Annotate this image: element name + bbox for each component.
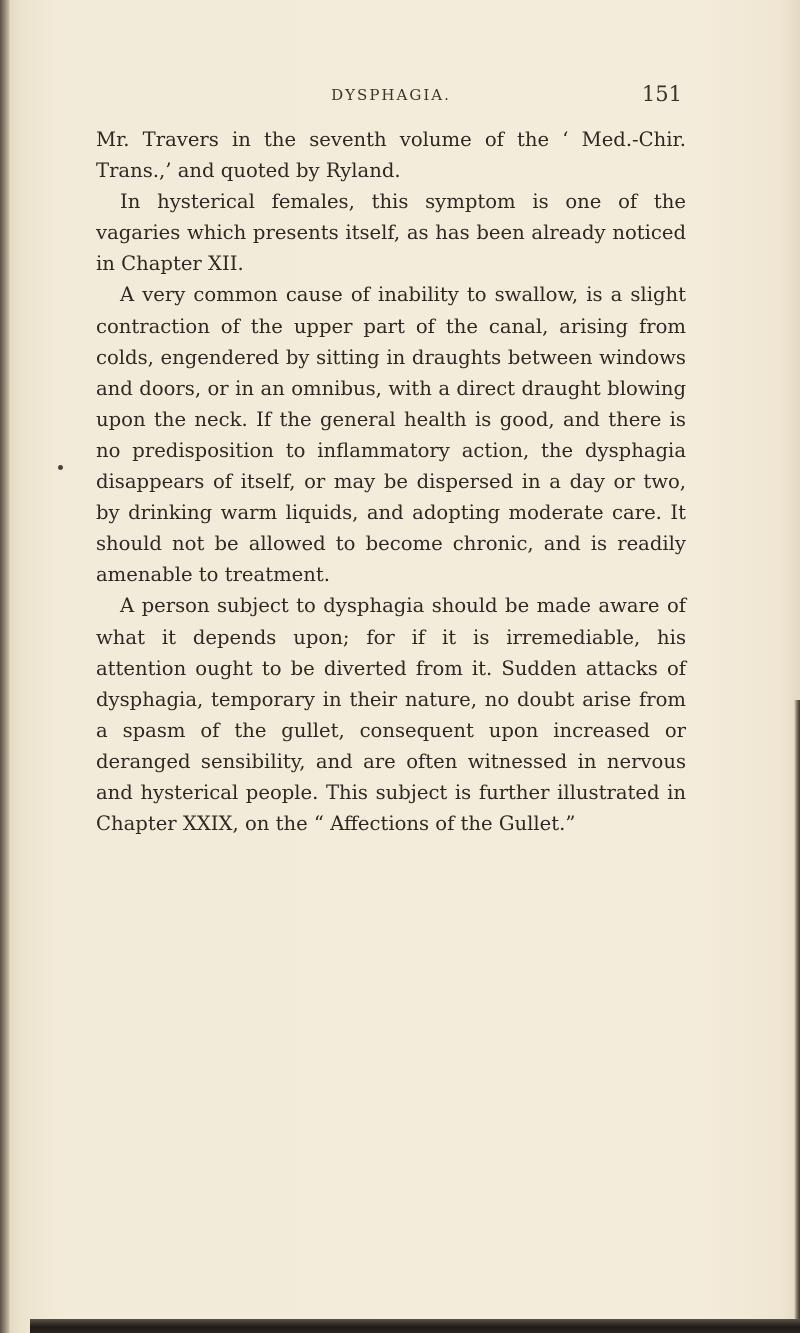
running-head: DYSPHAGIA. (331, 86, 451, 104)
body-text (96, 124, 686, 839)
paragraph-4: A person subject to dysphagia should be made aware of what it depends upon; for if it is irremediable, his attention ought to be diverted from it. Sudden attacks of dysphagia, temporary in their nature, no doubt arise from a spasm of the gullet, consequent upon increased or deranged sensibility, and are often witnessed in nervous and hysterical people. This subject is further illustrated in Chapter XXIX, on the “ Affections of the Gullet.” (96, 594, 686, 836)
paragraph-1: Mr. Travers in the seventh volume of the ‘ Med.-Chir. Trans.,’ and quoted by Ryland. (96, 128, 686, 183)
page-edge-right (794, 700, 800, 1333)
page-number: 151 (641, 82, 682, 106)
paragraph-2: In hysterical females, this symptom is one of the vagaries which presents itself, as has been already noticed in Chapter XII. (96, 190, 686, 276)
bottom-shadow-bar (30, 1319, 800, 1333)
margin-mark (58, 465, 63, 470)
binding-edge (0, 0, 10, 1333)
paragraph-3: A very common cause of inability to swallow, is a slight contraction of the upper part of the canal, arising from colds, engendered by sitting in draughts between windows and doors, or in an omnibus, with a direct draught blowing upon the neck. If the general health is good, and there is no predisposition to inflammatory action, the dysphagia disappears of itself, or may be dispersed in a day or two, by drinking warm liquids, and adopting moderate care. It should not be allowed to become chronic, and is readily amenable to treatment. (96, 283, 686, 587)
page-header (96, 82, 686, 118)
